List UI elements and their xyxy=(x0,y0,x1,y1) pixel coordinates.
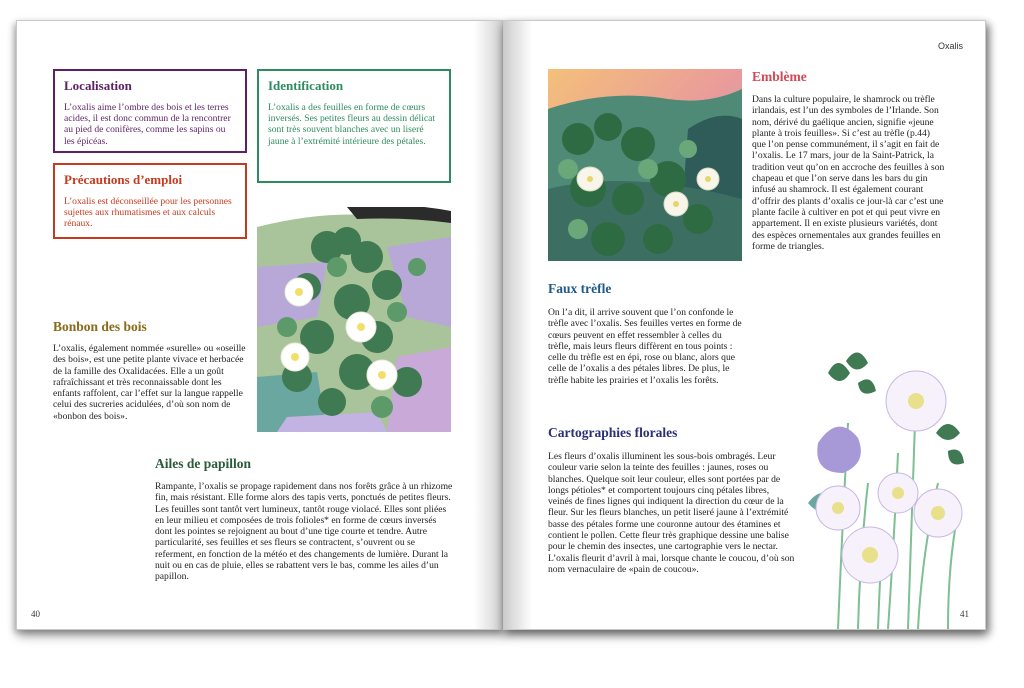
oxalis-flowers-illustration xyxy=(798,333,984,629)
section-cartographies-title: Cartographies florales xyxy=(548,425,678,440)
oxalis-illustration-right-top xyxy=(548,69,742,261)
box-precautions-title: Précautions d’emploi xyxy=(64,172,183,187)
section-embleme-title: Emblème xyxy=(752,69,807,84)
section-bonbon-text: L’oxalis, également nommée «surelle» ou «oseille des bois», est une petite plante vivace et herbacée de la famille des Oxalidacées. Elle a un goût rafraîchissant et très reconnaissable dont les enfants raffolent, car l’effet sur la langue rappelle celui des sucreries acidulées, d’où son nom de «bonbon des bois». xyxy=(53,343,246,422)
left-page xyxy=(16,20,503,630)
section-faux-trefle-title: Faux trèfle xyxy=(548,281,612,296)
box-precautions xyxy=(53,163,247,239)
section-faux-trefle-text: On l’a dit, il arrive souvent que l’on confonde le trèfle avec l’oxalis. Ses feuilles vertes en forme de cœurs peuvent en effet ressembler à celles du trèfle, mais leurs fleurs diffèrent en tous points : celle du trèfle est en épi, rose ou blanc, alors que celle de l’oxalis a des pétales libres. De plus, le trèfle habite les prairies et l’oxalis les forêts. xyxy=(548,307,742,386)
section-ailes-text: Rampante, l’oxalis se propage rapidement dans nos forêts grâce à un rhizome fin, mais résistant. Elle forme alors des tapis verts, ponctués de petites fleurs. Les feuilles sont tantôt vert lumineux, tantôt rouge violacé. Elles sont pliées en leur milieu et composées de trois folioles* en forme de cœurs inversés dont les pointes se rejoignent au bout d’une tige courte et tendre. Autre particularité, ses feuilles et ses fleurs se contractent, s’ouvrent ou se referment, en fonction de la météo et des changements de lumière. Durant la nuit ou en cas de pluie, elles se rabattent vers le bas, comme les ailes d’un papillon. xyxy=(155,481,453,583)
gutter-shadow-left xyxy=(474,21,502,629)
open-book xyxy=(16,20,986,630)
page-number-right: 41 xyxy=(960,609,969,619)
box-precautions-text: L’oxalis est déconseillée pour les personnes sujettes aux rhumatismes et aux calculs rénaux. xyxy=(64,196,232,230)
box-identification-text: L’oxalis a des feuilles en forme de cœurs inversés. Ses petites fleurs au dessin délicat sont très souvent blanches avec un liseré jaune à l’extrémité intérieure des pétales. xyxy=(268,102,436,147)
section-cartographies-text: Les fleurs d’oxalis illuminent les sous-bois ombragés. Leur couleur varie selon la teinte des feuilles : jaunes, roses ou blanches. Quelque soit leur couleur, elles sont portées par de longs pétioles* et comportent toujours cinq pétales libres, veinés de fines lignes qui indiquent la direction du cœur de la fleur. Sur les fleurs blanches, un petit liseré jaune à l’extrémité basse des pétales forme une couronne autour des étamines et contient le pollen. Cette fleur très graphique dessine une balise pour le chemin des insectes, une cartographie vers le nectar. L’oxalis fleurit d’avril à mai, lorsque chante le coucou, d’où son nom vernaculaire de «pain de coucou». xyxy=(548,451,795,575)
page-number-left: 40 xyxy=(31,609,40,619)
oxalis-illustration-left xyxy=(257,207,451,432)
section-ailes-title: Ailes de papillon xyxy=(155,456,252,471)
section-embleme-text: Dans la culture populaire, le shamrock ou trèfle irlandais, est l’un des symboles de l’Irlande. Son nom, dérivé du gaélique ancien, signifie «jeune plante à trois feuilles». Si c’est au trèfle (p.44) que l’on pense communément, il s’agit en fait de l’oxalis. Le 17 mars, jour de la Saint-Patrick, la tradition veut qu’on en accroche des feuilles à son chapeau et que l’on serve dans les bars du gin infusé au shamrock. Il est également courant d’offrir des plants d’oxalis ce jour-là car c’est une plante facile à cultiver en pot et qui peut vivre en appartement. Il en existe plusieurs variétés, dont des espèces ornementales aux grandes feuilles en forme de triangles. xyxy=(752,94,945,252)
right-page xyxy=(503,20,986,630)
box-localisation xyxy=(53,69,247,153)
box-identification xyxy=(257,69,451,183)
box-localisation-text: L’oxalis aime l’ombre des bois et les terres acides, il est donc commun de la rencontrer au pied de conifères, comme les sapins ou les épicéas. xyxy=(64,102,231,147)
section-bonbon-title: Bonbon des bois xyxy=(53,319,147,334)
gutter-shadow-right xyxy=(504,21,532,629)
box-localisation-title: Localisation xyxy=(64,78,132,93)
box-identification-title: Identification xyxy=(268,78,344,93)
running-header: Oxalis xyxy=(937,41,963,51)
